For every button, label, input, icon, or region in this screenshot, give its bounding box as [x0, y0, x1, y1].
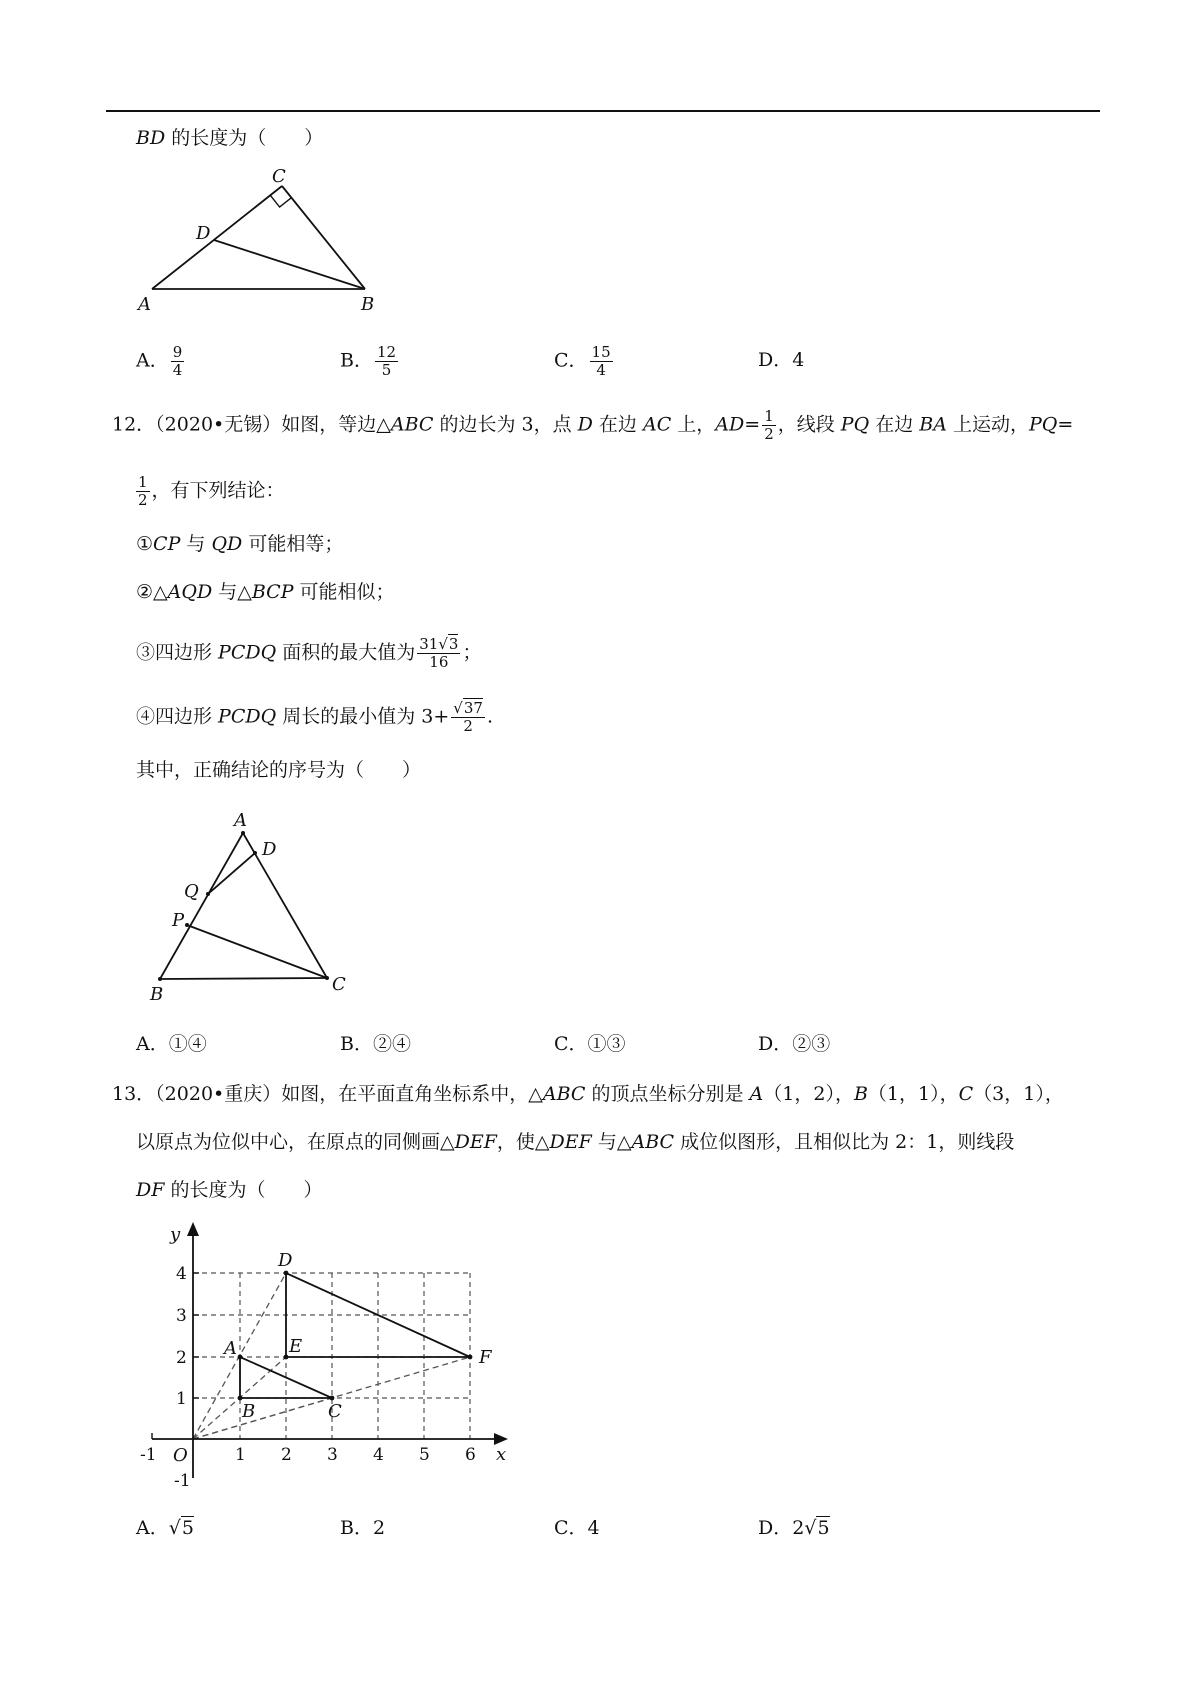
q13-xtick-4: 4 [373, 1445, 384, 1465]
q13-label-e: E [289, 1336, 303, 1357]
q12-label-c: C [332, 974, 346, 995]
q12-segment-qd [208, 853, 255, 894]
q11-label-d: D [196, 223, 211, 244]
q13-option-d-sqrt: √5 [804, 1517, 830, 1539]
q12-point-d [253, 851, 257, 855]
q12-point-a [241, 831, 245, 835]
q12-line-1: 12．（2020•无锡）如图，等边△ABC 的边长为 3，点 D 在边 AC 上，AD= $\frac{1}{2}$ ，线段 PQ 在边 BA 上运动，PQ= [112, 407, 1074, 443]
q13-label-f: F [479, 1347, 492, 1368]
q13-ytick-2: 2 [176, 1348, 187, 1368]
q13-option-b[interactable]: B．2 [340, 1517, 386, 1539]
q12-label-a: A [234, 810, 247, 831]
q12-segment-pc [187, 925, 327, 978]
q13-point-f [468, 1355, 473, 1360]
q13-ytick-4: 4 [176, 1264, 187, 1284]
q12-option-d[interactable]: D．②③ [758, 1033, 831, 1055]
q11-option-c-frac: $\frac{15}{4}$ [591, 343, 611, 379]
q11-option-b-frac: $\frac{12}{5}$ [376, 343, 397, 379]
q13-label-d: D [278, 1250, 293, 1271]
q11-label-a: A [138, 294, 151, 315]
q11-label-c: C [272, 166, 286, 187]
q13-axis-label-y: y [170, 1224, 181, 1245]
q11-option-c[interactable]: C． $\frac{15}{4}$ [554, 343, 611, 379]
q11-tail [136, 124, 323, 152]
q12-statement-3: ③四边形 PCDQ 面积的最大值为 $\frac{31√3}{16}$ ； [136, 635, 482, 671]
q12-statement-1: ①CP 与 QD 可能相等； [136, 533, 344, 555]
q13-option-d[interactable]: D．2√5 [758, 1514, 830, 1542]
q12-statement-4: ④四边形 PCDQ 周长的最小值为 3+ $\frac{√37}{2}$ . [136, 699, 493, 735]
q12-figure [150, 808, 360, 1008]
q13-point-b [238, 1396, 243, 1401]
q12-pq-frac: $\frac{1}{2}$ [138, 473, 148, 509]
q13-xtick-neg1: -1 [140, 1445, 157, 1465]
q12-statement-2: ②△AQD 与△BCP 可能相似； [136, 581, 395, 603]
header-rule [106, 110, 1100, 112]
q11-label-b: B [361, 294, 375, 315]
q13-point-c [330, 1396, 335, 1401]
q11-text: 的长度为（ ） [165, 127, 324, 149]
q11-option-d[interactable]: D．4 [758, 349, 805, 371]
q11-right-angle-mark [270, 195, 291, 207]
q12-point-q [206, 892, 210, 896]
q13-xtick-3: 3 [327, 1445, 338, 1465]
q11-side-ac [152, 186, 282, 289]
q12-point-c [325, 976, 329, 980]
q12-point-b [158, 977, 162, 981]
q13-ytick-3: 3 [176, 1306, 187, 1326]
q13-ytick-1: 1 [176, 1389, 187, 1409]
q13-label-c: C [328, 1401, 342, 1422]
q13-point-d [284, 1271, 289, 1276]
q12-perimeter-frac: $\frac{√37}{2}$ [453, 699, 483, 735]
q13-point-a [238, 1355, 243, 1360]
q12-option-c[interactable]: C．①③ [554, 1033, 626, 1055]
q11-side-cb [282, 186, 365, 289]
q13-option-a-sqrt: √5 [168, 1517, 194, 1539]
q12-side-ab [160, 833, 243, 979]
q13-option-a[interactable]: A．√5 [136, 1514, 194, 1542]
q13-xtick-5: 5 [419, 1445, 430, 1465]
q12-question: 其中，正确结论的序号为（ ） [136, 759, 422, 781]
q12-option-b[interactable]: B．②④ [340, 1033, 411, 1055]
q13-line-3: DF 的长度为（ ） [136, 1179, 323, 1201]
q13-xtick-2: 2 [281, 1445, 292, 1465]
q13-option-c[interactable]: C．4 [554, 1517, 600, 1539]
q11-option-a[interactable]: A． $\frac{9}{4}$ [136, 343, 183, 379]
q11-segment-db [214, 240, 365, 289]
q12-label-p: P [172, 910, 185, 931]
q12-side-bc [160, 978, 327, 979]
q13-line-1: 13．（2020•重庆）如图，在平面直角坐标系中，△ABC 的顶点坐标分别是 A（1，2），B（1，1），C（3，1）， [112, 1083, 1064, 1105]
q12-option-a[interactable]: A．①④ [136, 1033, 207, 1055]
q12-label-q: Q [184, 881, 199, 902]
q11-bd: BD [136, 127, 166, 149]
q12-area-frac: $\frac{31√3}{16}$ [419, 635, 459, 671]
q13-xtick-1: 1 [235, 1445, 246, 1465]
q13-y-arrow [187, 1222, 199, 1236]
q11-option-a-frac: $\frac{9}{4}$ [172, 343, 183, 379]
q13-xtick-6: 6 [465, 1445, 476, 1465]
q12-label-d: D [262, 839, 277, 860]
q13-ytick-neg1: -1 [174, 1471, 191, 1491]
q13-point-e [284, 1355, 289, 1360]
q12-ad-frac: $\frac{1}{2}$ [764, 407, 774, 443]
q13-coordinate-figure [138, 1220, 518, 1500]
q13-line-2: 以原点为位似中心，在原点的同侧画△DEF，使△DEF 与△ABC 成位似图形，且相似比为 2：1，则线段 [136, 1131, 1015, 1153]
q13-axis-label-x: x [496, 1444, 507, 1465]
q13-label-b: B [242, 1401, 256, 1422]
q11-figure [130, 162, 390, 322]
q13-label-o: O [173, 1445, 188, 1466]
q13-label-a: A [224, 1338, 237, 1359]
q11-option-b[interactable]: B． $\frac{12}{5}$ [340, 343, 397, 379]
q12-label-b: B [150, 984, 164, 1005]
q12-point-p [185, 923, 189, 927]
q12-line-2: $\frac{1}{2}$ ，有下列结论： [138, 473, 285, 509]
